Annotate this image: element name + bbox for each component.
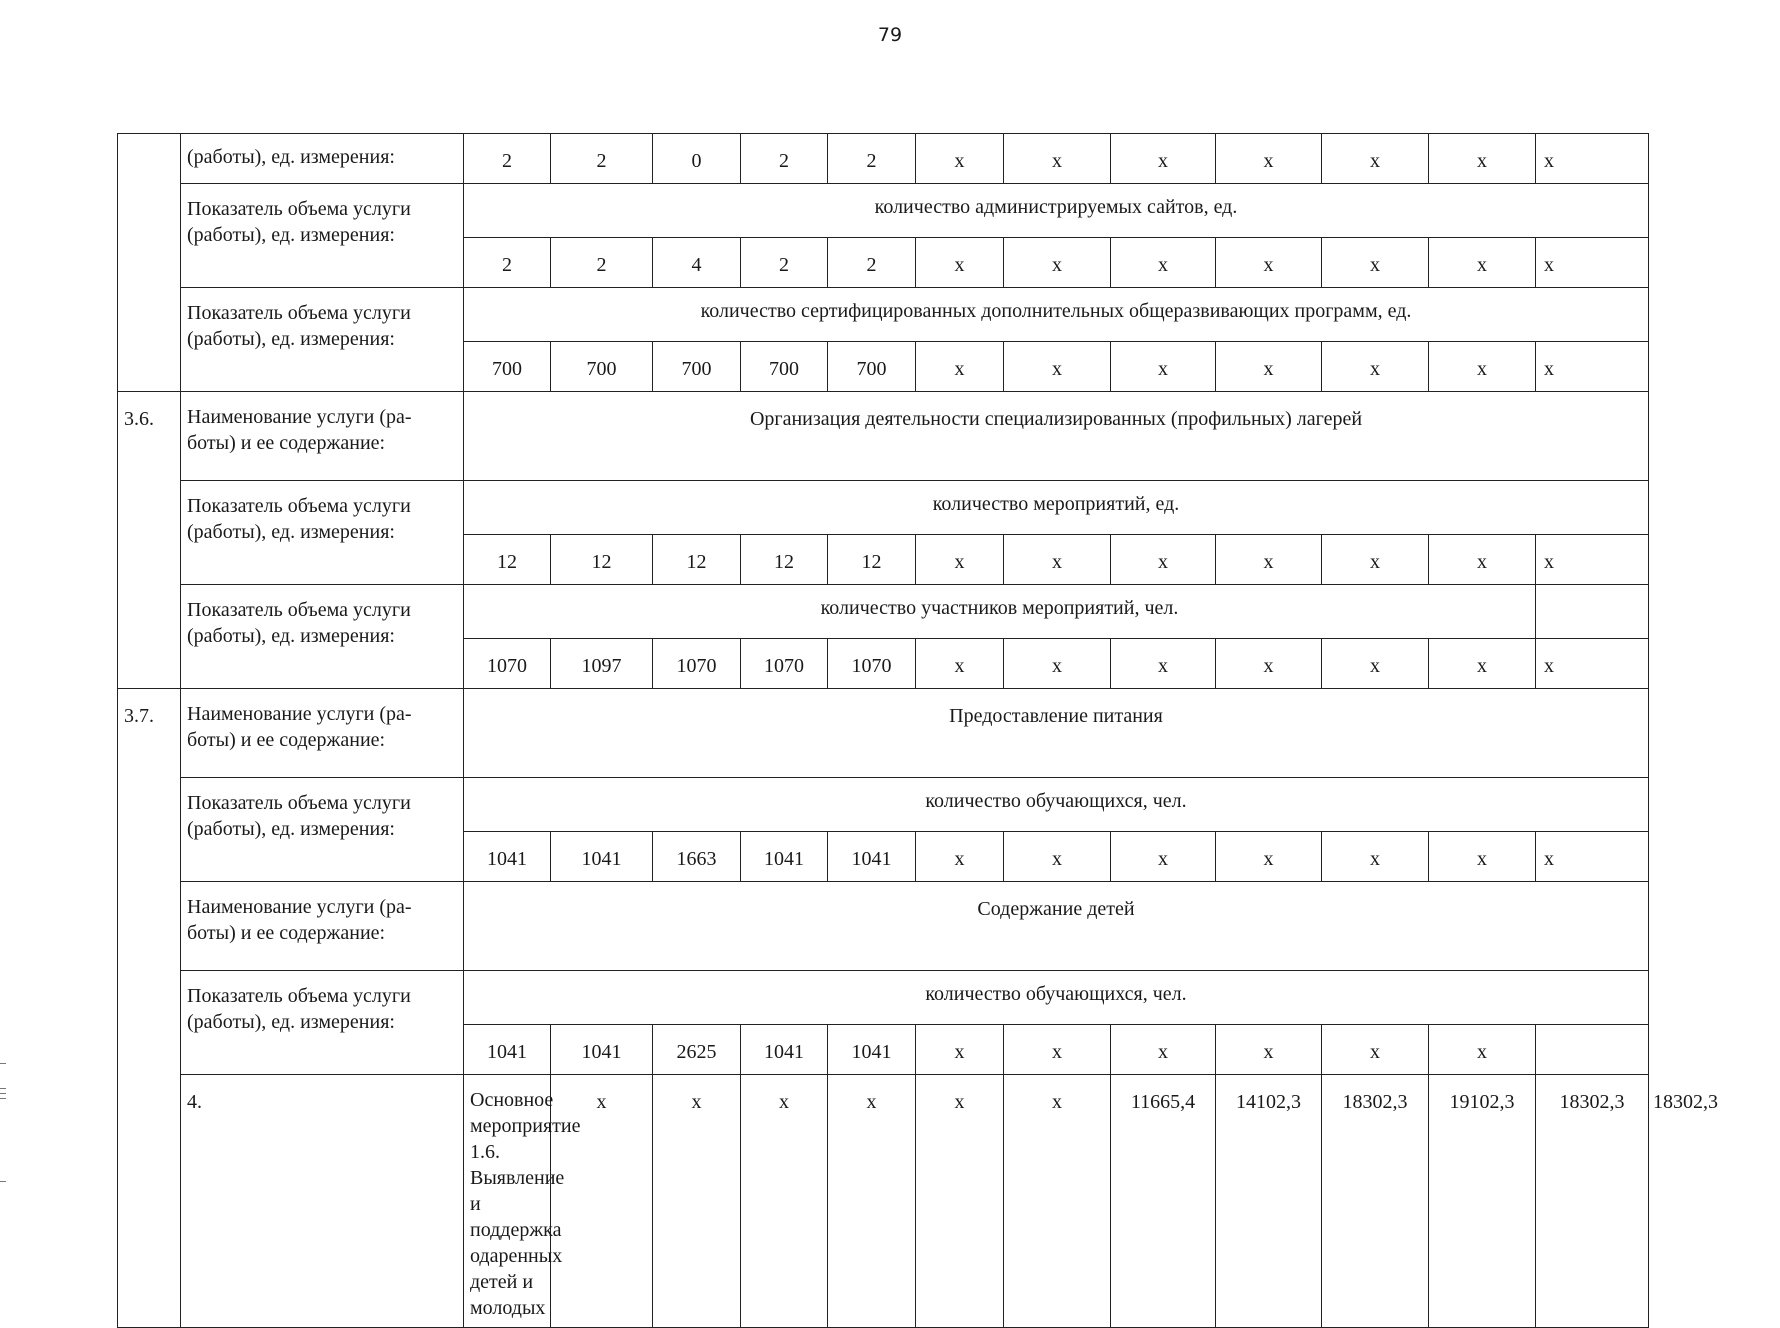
value-cell: x bbox=[1429, 342, 1536, 392]
row-label: (работы), ед. измерения: bbox=[181, 134, 464, 184]
table-row bbox=[118, 184, 1649, 238]
indicator-caption: количество сертифицированных дополнительных общеразвивающих программ, ед. bbox=[464, 288, 1649, 342]
scan-mark bbox=[0, 1088, 6, 1089]
value-cell: 2 bbox=[828, 134, 916, 184]
value-cell: 1041 bbox=[741, 832, 828, 882]
value-cell: x bbox=[1111, 342, 1216, 392]
value-cell: x bbox=[916, 134, 1004, 184]
table-row bbox=[118, 134, 1649, 184]
value-cell: 1041 bbox=[828, 1025, 916, 1075]
service-name: Организация деятельности специализированных (профильных) лагерей bbox=[464, 392, 1649, 481]
row-label: Показатель объема услуги (работы), ед. измерения: bbox=[181, 585, 464, 689]
row-label: Основное мероприятие 1.6. Выявление и поддержка одаренных детей и молодых bbox=[464, 1075, 551, 1328]
value-cell: 1070 bbox=[741, 639, 828, 689]
section-index: 4. bbox=[181, 1075, 464, 1328]
table-row bbox=[118, 585, 1649, 639]
value-cell: 700 bbox=[741, 342, 828, 392]
value-cell: 12 bbox=[551, 535, 653, 585]
value-cell: x bbox=[551, 1075, 653, 1328]
value-cell: x bbox=[1216, 134, 1322, 184]
value-cell: x bbox=[1536, 639, 1649, 689]
scan-mark bbox=[0, 1063, 6, 1064]
value-cell: 1041 bbox=[464, 832, 551, 882]
indicator-caption: количество мероприятий, ед. bbox=[464, 481, 1649, 535]
value-cell: x bbox=[1429, 832, 1536, 882]
value-cell: 12 bbox=[741, 535, 828, 585]
value-cell: x bbox=[1322, 134, 1429, 184]
value-cell: x bbox=[916, 342, 1004, 392]
value-cell: x bbox=[1322, 342, 1429, 392]
table-row: 4. Основное мероприятие 1.6. Выявление и поддержка одаренных детей и молодых x x x x x x 11665,4 14102,3 18302,3 19102,3 18302,3 18302,3 bbox=[118, 1075, 1649, 1328]
indicator-caption: количество обучающихся, чел. bbox=[464, 971, 1649, 1025]
row-label: Наименование услуги (ра-боты) и ее содержание: bbox=[181, 689, 464, 778]
row-label: Показатель объема услуги (работы), ед. измерения: bbox=[181, 481, 464, 585]
value-cell: x bbox=[916, 1025, 1004, 1075]
value-cell: x bbox=[1216, 639, 1322, 689]
value-cell: x bbox=[916, 535, 1004, 585]
value-cell: x bbox=[1111, 535, 1216, 585]
value-cell: x bbox=[1004, 1075, 1111, 1328]
value-cell: x bbox=[1111, 639, 1216, 689]
value-cell: x bbox=[1322, 832, 1429, 882]
value-cell: x bbox=[916, 832, 1004, 882]
value-cell: x bbox=[1429, 1025, 1536, 1075]
value-cell: 1041 bbox=[551, 1025, 653, 1075]
indicator-caption: количество администрируемых сайтов, ед. bbox=[464, 184, 1649, 238]
value-cell: 1663 bbox=[653, 832, 741, 882]
table-row bbox=[118, 689, 1649, 778]
table-row bbox=[118, 392, 1649, 481]
value-cell: 19102,3 bbox=[1429, 1075, 1536, 1328]
row-label: Показатель объема услуги (работы), ед. измерения: bbox=[181, 184, 464, 288]
value-cell: x bbox=[1004, 342, 1111, 392]
value-cell: x bbox=[1111, 134, 1216, 184]
index-cell-empty bbox=[118, 134, 181, 392]
value-cell: x bbox=[1429, 535, 1536, 585]
value-cell: x bbox=[1322, 1025, 1429, 1075]
value-cell: x bbox=[1111, 1025, 1216, 1075]
value-cell: x bbox=[1322, 639, 1429, 689]
value-cell: 4 bbox=[653, 238, 741, 288]
value-cell: x bbox=[1536, 238, 1649, 288]
value-cell: 12 bbox=[828, 535, 916, 585]
value-cell: 700 bbox=[653, 342, 741, 392]
value-cell: 14102,3 bbox=[1216, 1075, 1322, 1328]
value-cell: x bbox=[1111, 832, 1216, 882]
value-cell: x bbox=[1216, 1025, 1322, 1075]
value-cell: x bbox=[741, 1075, 828, 1328]
value-cell: x bbox=[1429, 639, 1536, 689]
scan-mark bbox=[0, 1181, 6, 1182]
value-cell: 2 bbox=[741, 134, 828, 184]
data-table bbox=[117, 133, 1718, 1328]
value-cell: 2625 bbox=[653, 1025, 741, 1075]
row-label: Показатель объема услуги (работы), ед. измерения: bbox=[181, 971, 464, 1075]
value-cell: x bbox=[1216, 832, 1322, 882]
value-cell: x bbox=[1216, 238, 1322, 288]
indicator-caption: количество обучающихся, чел. bbox=[464, 778, 1649, 832]
scan-mark bbox=[0, 1098, 6, 1099]
value-cell: x bbox=[1536, 134, 1649, 184]
value-cell: x bbox=[1004, 535, 1111, 585]
section-index: 3.6. bbox=[118, 392, 181, 689]
value-cell: 1041 bbox=[828, 832, 916, 882]
scan-mark bbox=[0, 1093, 6, 1094]
value-cell: x bbox=[1004, 238, 1111, 288]
table-row bbox=[118, 481, 1649, 535]
value-cell: x bbox=[1322, 238, 1429, 288]
value-cell: x bbox=[1536, 342, 1649, 392]
value-cell: x bbox=[916, 238, 1004, 288]
value-cell: x bbox=[653, 1075, 741, 1328]
value-cell: 12 bbox=[653, 535, 741, 585]
value-cell: 1097 bbox=[551, 639, 653, 689]
value-cell: x bbox=[916, 1075, 1004, 1328]
value-cell: 18302,3 bbox=[1536, 1075, 1649, 1328]
row-label: Показатель объема услуги (работы), ед. измерения: bbox=[181, 288, 464, 392]
value-cell: x bbox=[1004, 832, 1111, 882]
section-index: 3.7. bbox=[118, 689, 181, 1328]
value-cell: 2 bbox=[551, 238, 653, 288]
value-cell: 2 bbox=[464, 238, 551, 288]
empty-cell bbox=[1536, 585, 1649, 639]
value-cell: 1041 bbox=[741, 1025, 828, 1075]
value-cell: 11665,4 bbox=[1111, 1075, 1216, 1328]
value-cell: 0 bbox=[653, 134, 741, 184]
value-cell: x bbox=[1322, 535, 1429, 585]
value-cell: 1041 bbox=[551, 832, 653, 882]
row-label: Наименование услуги (ра-боты) и ее содержание: bbox=[181, 392, 464, 481]
value-cell: x bbox=[1536, 832, 1649, 882]
value-cell: 2 bbox=[741, 238, 828, 288]
value-cell: x bbox=[1536, 535, 1649, 585]
value-cell: x bbox=[916, 639, 1004, 689]
value-cell: 1041 bbox=[464, 1025, 551, 1075]
table-row bbox=[118, 971, 1649, 1025]
value-cell: 1070 bbox=[653, 639, 741, 689]
value-cell: 700 bbox=[464, 342, 551, 392]
value-cell: x bbox=[1216, 342, 1322, 392]
value-cell: x bbox=[1429, 134, 1536, 184]
service-name: Предоставление питания bbox=[464, 689, 1649, 778]
table-row bbox=[118, 882, 1649, 971]
value-cell: x bbox=[1004, 134, 1111, 184]
page-number: 79 bbox=[877, 24, 903, 46]
value-cell bbox=[1536, 1025, 1649, 1075]
value-cell: 1070 bbox=[828, 639, 916, 689]
value-cell: 2 bbox=[464, 134, 551, 184]
value-cell: x bbox=[828, 1075, 916, 1328]
value-cell: 2 bbox=[828, 238, 916, 288]
value-cell: 700 bbox=[551, 342, 653, 392]
value-cell: 18302,3 bbox=[1322, 1075, 1429, 1328]
value-cell: 2 bbox=[551, 134, 653, 184]
indicator-caption: количество участников мероприятий, чел. bbox=[464, 585, 1536, 639]
table-row bbox=[118, 778, 1649, 832]
row-label: Наименование услуги (ра-боты) и ее содержание: bbox=[181, 882, 464, 971]
value-cell: 12 bbox=[464, 535, 551, 585]
value-cell: 1070 bbox=[464, 639, 551, 689]
value-cell: x bbox=[1429, 238, 1536, 288]
value-cell: x bbox=[1004, 1025, 1111, 1075]
row-label: Показатель объема услуги (работы), ед. измерения: bbox=[181, 778, 464, 882]
value-cell: x bbox=[1004, 639, 1111, 689]
value-cell: x bbox=[1216, 535, 1322, 585]
service-name: Содержание детей bbox=[464, 882, 1649, 971]
value-cell: 700 bbox=[828, 342, 916, 392]
table-row bbox=[118, 288, 1649, 342]
value-cell: x bbox=[1111, 238, 1216, 288]
